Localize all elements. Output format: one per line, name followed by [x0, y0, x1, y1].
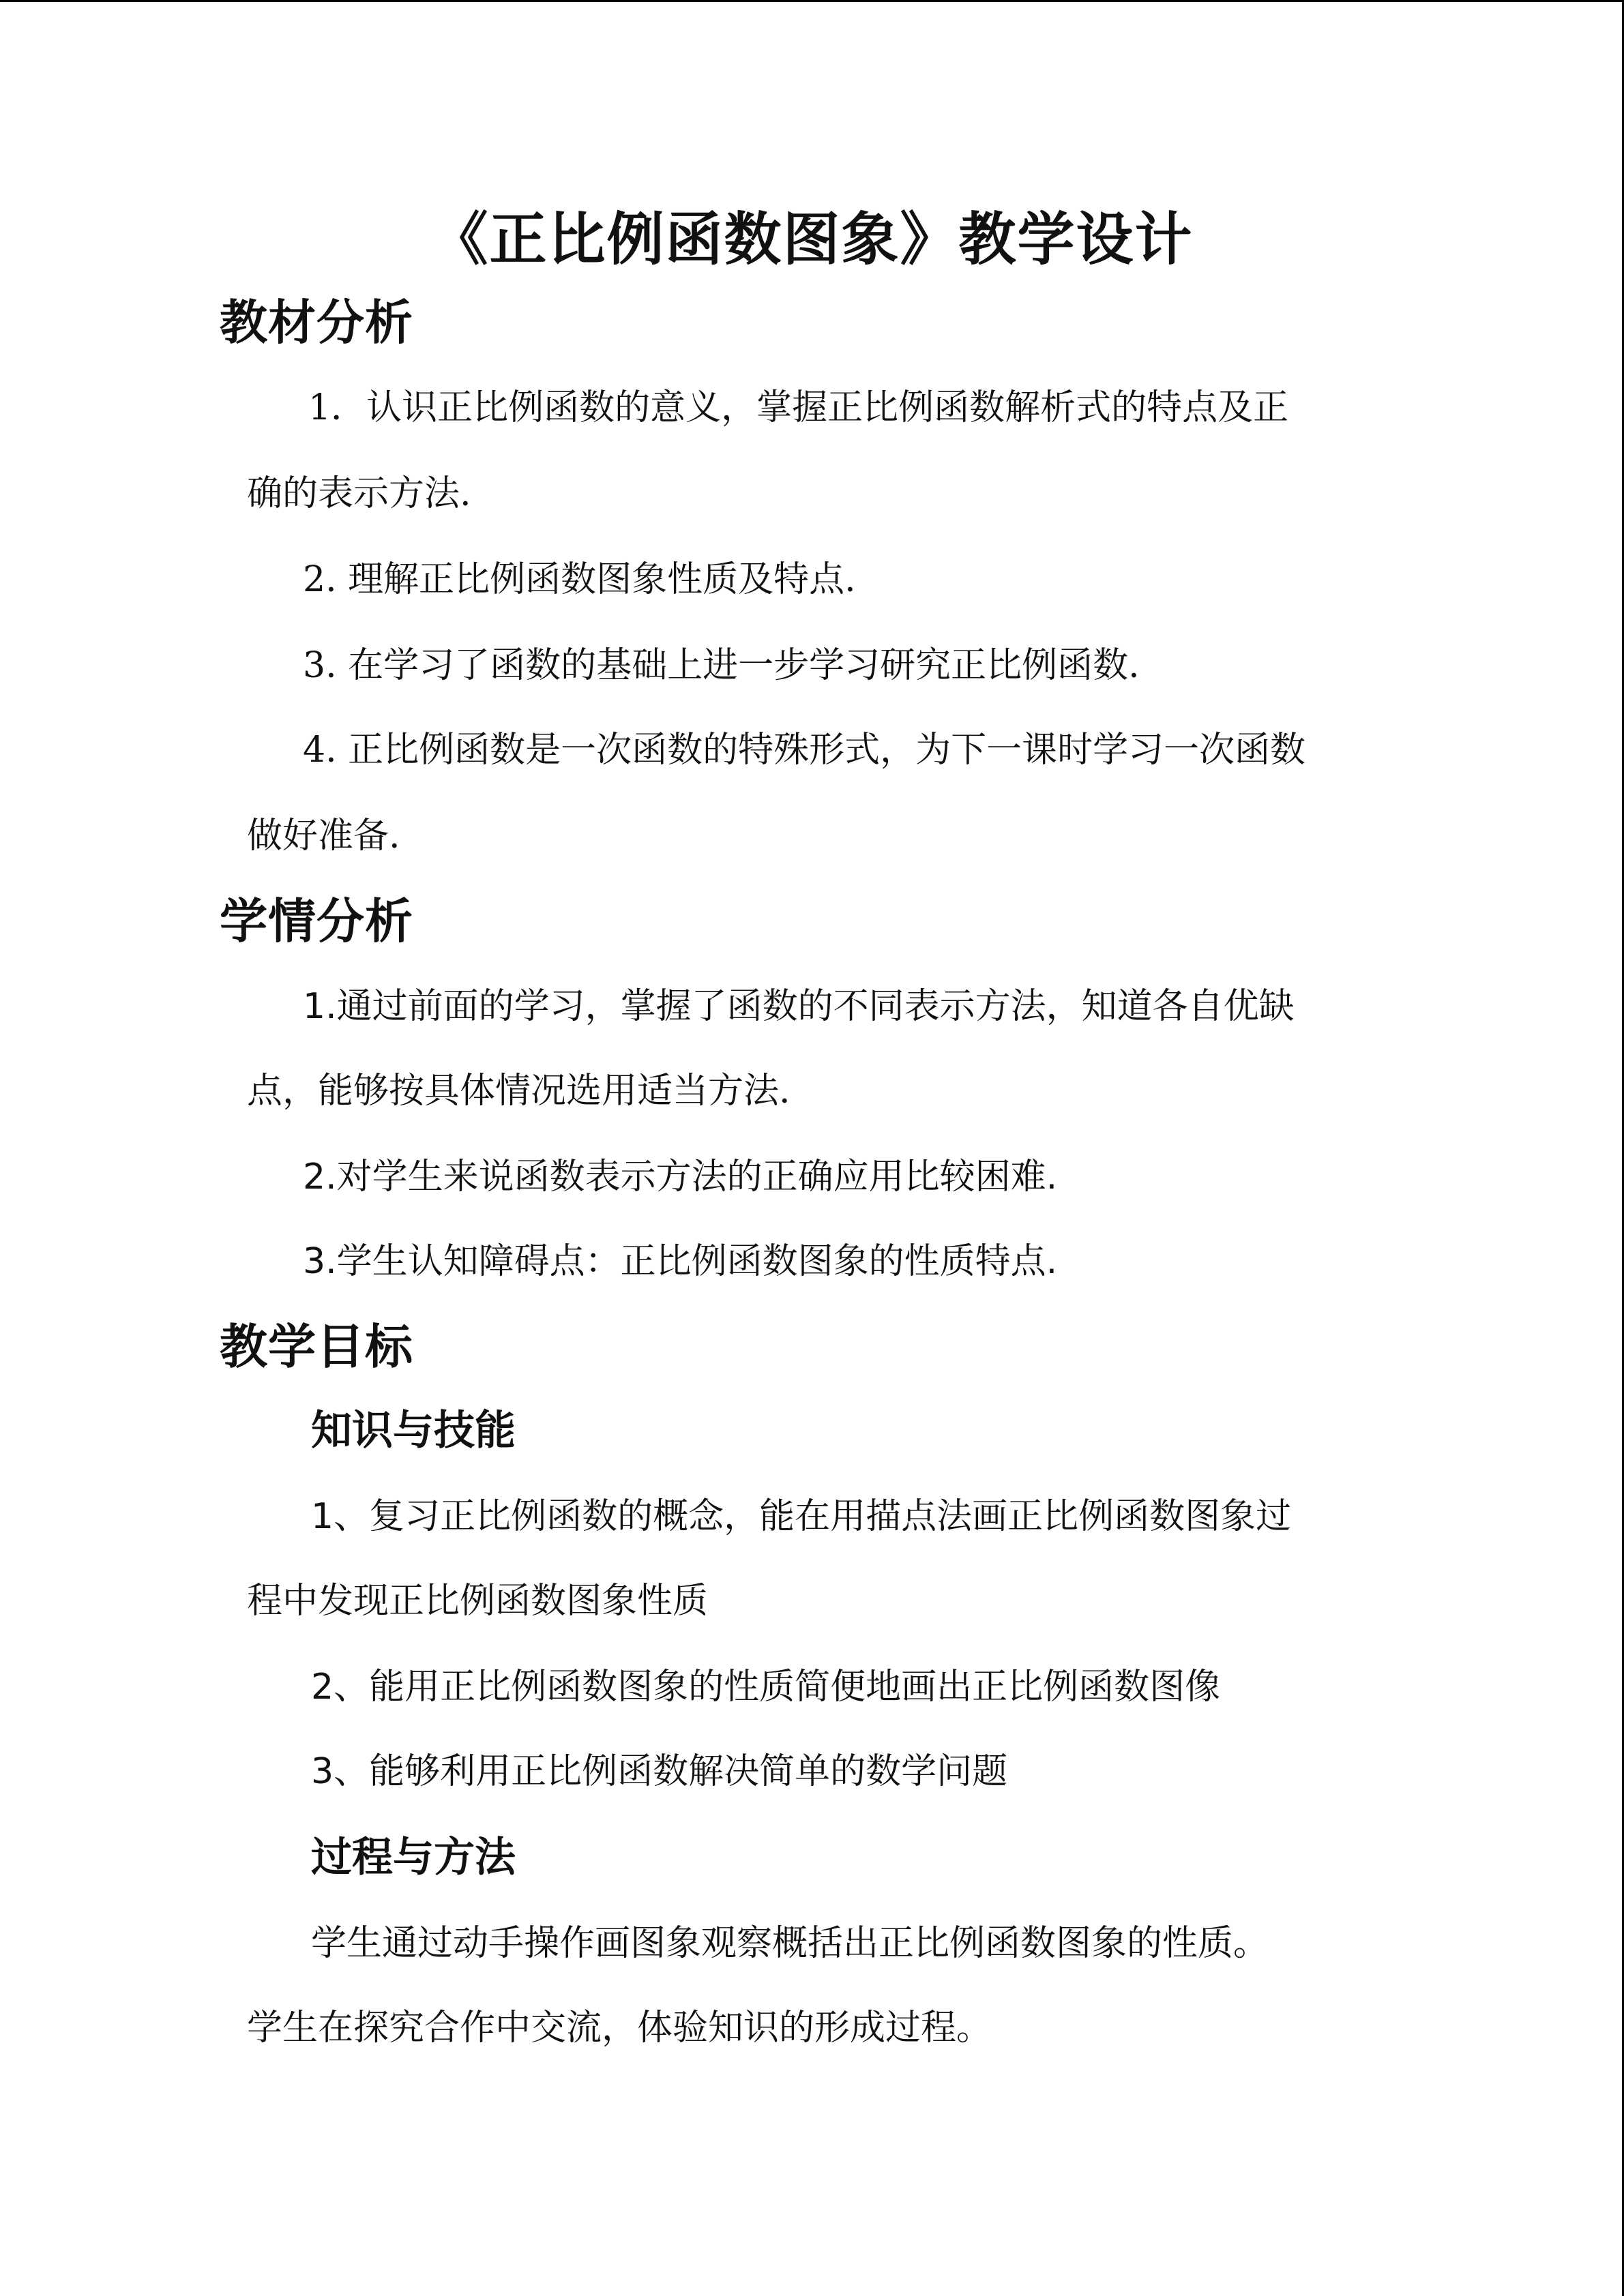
knowledge-line-2: 程中发现正比例函数图象性质: [247, 1581, 709, 1622]
subheading-process-methods: 过程与方法: [311, 1834, 516, 1881]
student-line-3: 2.对学生来说函数表示方法的正确应用比较困难.: [303, 1157, 1058, 1197]
student-line-1: 1.通过前面的学习，掌握了函数的不同表示方法，知道各自优缺: [303, 986, 1295, 1027]
material-line-1: 1．认识正比例函数的意义，掌握正比例函数解析式的特点及正: [308, 387, 1289, 428]
material-line-3: 2. 理解正比例函数图象性质及特点.: [303, 559, 856, 600]
material-line-2: 确的表示方法.: [247, 473, 471, 514]
student-line-4: 3.学生认知障碍点：正比例函数图象的性质特点.: [303, 1241, 1058, 1282]
knowledge-line-4: 3、能够利用正比例函数解决简单的数学问题: [311, 1751, 1008, 1792]
process-line-1: 学生通过动手操作画图象观察概括出正比例函数图象的性质。: [311, 1923, 1269, 1964]
student-line-2: 点，能够按具体情况选用适当方法.: [247, 1071, 791, 1112]
heading-material-analysis: 教材分析: [220, 295, 413, 351]
material-line-4: 3. 在学习了函数的基础上进一步学习研究正比例函数.: [303, 645, 1140, 686]
heading-student-analysis: 学情分析: [220, 893, 413, 949]
material-line-6: 做好准备.: [247, 816, 400, 856]
heading-teaching-goals: 教学目标: [220, 1319, 413, 1375]
knowledge-line-1: 1、复习正比例函数的概念，能在用描点法画正比例函数图象过: [311, 1496, 1292, 1537]
material-line-5: 4. 正比例函数是一次函数的特殊形式，为下一课时学习一次函数: [303, 730, 1306, 771]
document-title: 《正比例函数图象》教学设计: [430, 206, 1194, 273]
process-line-2: 学生在探究合作中交流，体验知识的形成过程。: [247, 2008, 992, 2048]
knowledge-line-3: 2、能用正比例函数图象的性质简便地画出正比例函数图像: [311, 1667, 1221, 1708]
subheading-knowledge-skills: 知识与技能: [311, 1407, 516, 1455]
